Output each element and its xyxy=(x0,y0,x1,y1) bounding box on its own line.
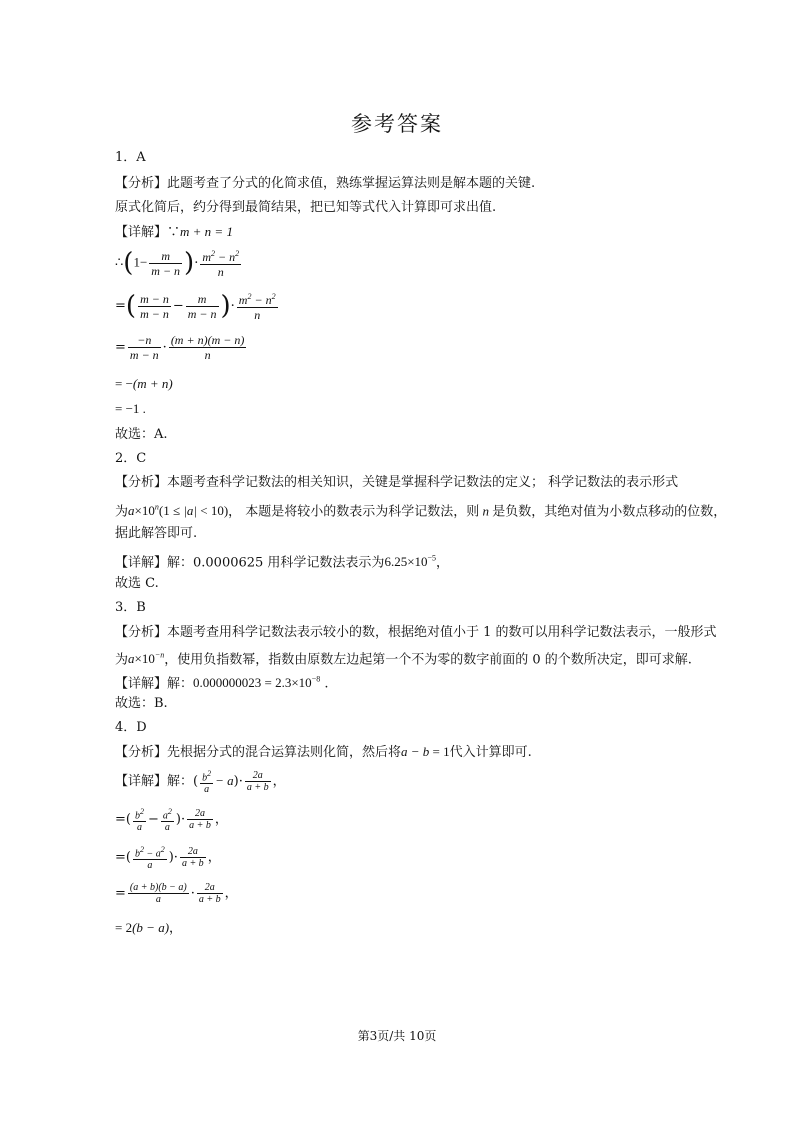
q4-analysis: 【分析】先根据分式的混合运算法则化简，然后将a − b = 1代入计算即可. xyxy=(115,744,532,760)
q1-detail-line xyxy=(115,224,233,241)
q2-analysis-b-end: 是负数，其绝对值为小数点移动的位数， xyxy=(492,504,727,520)
q2-analysis-b: 为$a\times 10^n(1 \le |a| < 10)$， 本题是将较小的数表示为科学记数法，则 n 是负数，其绝对值为小数点移动的位数， xyxy=(115,503,727,520)
q2-analysis-b-pre: 为 xyxy=(115,504,129,520)
q1-step-1: ∴(1− $\frac{m}{m - n}$ )· $\frac{m^2 - n^2}{n}$ xyxy=(115,248,240,279)
q4-step-1: 【详解】解：( $\frac{b^2}{a}$ − a)· $\frac{2a}{a + b}$ ， xyxy=(115,769,286,796)
q1-conclusion: 故选：A. xyxy=(115,427,168,442)
q1-step-2: =( $\frac{m - n}{m - n}$ − $\frac{m}{m - n}$ )· $\frac{m^2 - n^2}{n}$ xyxy=(115,291,276,322)
q1-step-3: = $\frac{-n}{m - n}$ · $\frac{(m + n)(m - n)}{n}$ xyxy=(115,333,245,362)
q4-step-4: = $\frac{(a + b)(b - a)}{a}$ · $\frac{2a}{a + b}$ ， xyxy=(115,882,238,905)
q1-condition: m + n = 1 xyxy=(180,224,233,239)
q2-conclusion: 故选 C. xyxy=(115,576,159,591)
q4-analysis-post: 代入计算即可. xyxy=(449,745,532,760)
q3-analysis-b: 为$a\times 10^{-n}$，使用负指数幂，指数由原数左边起第一个不为零的数字前面的 0 的个数所决定，即可求解. xyxy=(115,651,692,668)
q4-detail-label: 【详解】解： xyxy=(115,774,194,790)
q1-step-5: = −1 . xyxy=(115,401,146,416)
q3-analysis: 【分析】本题考查用科学记数法表示较小的数，根据绝对值小于 1 的数可以用科学记数法表示，一般形式 xyxy=(115,625,717,640)
q1-answer: 1．A xyxy=(115,150,146,165)
page-footer: 第3页/共 10页 xyxy=(357,1029,437,1043)
q2-detail: 【详解】解：0.0000625 用科学记数法表示为$6.25\times 10^{-5}$， xyxy=(115,554,450,571)
q3-detail-text: 【详解】解： xyxy=(115,676,194,692)
q4-analysis-pre: 【分析】先根据分式的混合运算法则化简，然后将 xyxy=(115,745,402,760)
q4-step-2: =( $\frac{b^2}{a}$ − $\frac{a^2}{a}$ )· $\frac{2a}{a + b}$ ， xyxy=(115,807,228,834)
q2-answer: 2．C xyxy=(115,451,147,466)
q3-detail: 【详解】解：$0.000000023 = 2.3\times 10^{-8}$ . xyxy=(115,675,329,692)
q2-analysis: 【分析】本题考查科学记数法的相关知识，关键是掌握科学记数法的定义； 科学记数法的表示形式 xyxy=(115,475,679,490)
q3-answer: 3．B xyxy=(115,600,146,615)
q2-analysis-b-post: ， 本题是将较小的数表示为科学记数法，则 xyxy=(228,504,480,520)
q2-analysis-c: 据此解答即可. xyxy=(115,526,198,541)
q1-detail-label: 【详解】∵ xyxy=(115,225,181,240)
q3-conclusion: 故选：B. xyxy=(115,696,168,711)
q4-step-5: = 2(b − a)， xyxy=(115,920,183,935)
q1-step-4: = −(m + n) xyxy=(115,376,173,391)
q1-analysis-2: 原式化简后，约分得到最简结果，把已知等式代入计算即可求出值. xyxy=(115,200,497,215)
q3-analysis-b-pre: 为 xyxy=(115,652,129,668)
page-title: 参考答案 xyxy=(351,112,443,136)
q3-analysis-b-post: ，使用负指数幂，指数由原数左边起第一个不为零的数字前面的 0 的个数所决定，即可求解. xyxy=(164,652,692,668)
q4-answer: 4．D xyxy=(115,720,147,735)
q1-analysis: 【分析】此题考查了分式的化简求值，熟练掌握运算法则是解本题的关键. xyxy=(115,176,536,191)
q2-detail-text: 【详解】解：0.0000625 用科学记数法表示为 xyxy=(115,555,385,571)
q4-step-3: =( $\frac{b^2 - a^2}{a}$ )· $\frac{2a}{a + b}$ ， xyxy=(115,845,221,872)
